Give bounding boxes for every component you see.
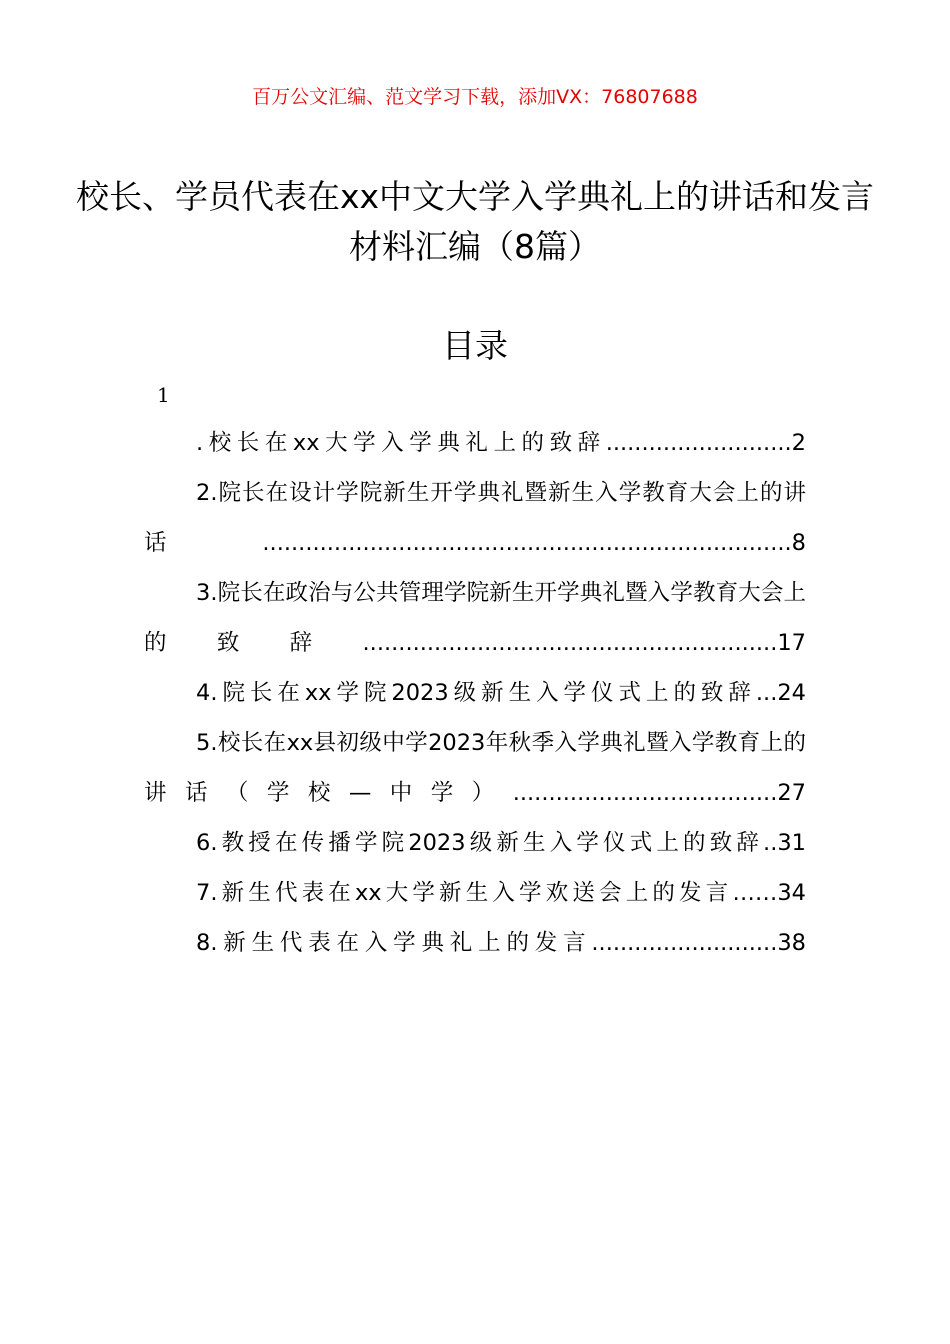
document-title: 校长、学员代表在xx中文大学入学典礼上的讲话和发言材料汇编（8篇） xyxy=(75,177,875,266)
toc-entry-leader: …… xyxy=(732,880,778,906)
toc-entry-leader: ..................................... xyxy=(512,780,778,806)
toc-entry-page: 8 xyxy=(791,530,806,556)
toc-entry-page: 24 xyxy=(777,680,806,706)
toc-entry-2[interactable] xyxy=(144,468,806,568)
toc-entry-4[interactable] xyxy=(144,668,806,718)
stray-page-number: 1 xyxy=(157,383,170,407)
toc-entry-1[interactable] xyxy=(144,418,806,468)
table-of-contents xyxy=(144,418,806,968)
toc-entry-7[interactable] xyxy=(144,868,806,918)
toc-entry-page: 34 xyxy=(777,880,806,906)
toc-entry-5[interactable] xyxy=(144,718,806,818)
toc-entry-6[interactable] xyxy=(144,818,806,868)
toc-entry-text: 7.新生代表在xx大学新生入学欢送会上的发言 xyxy=(196,880,733,906)
toc-entry-text: 2.院长在设计学院新生开学典礼暨新生入学教育大会上的讲话 xyxy=(144,480,806,556)
toc-entry-leader: .......................... xyxy=(591,930,778,956)
toc-entry-leader: .......................................................... xyxy=(362,630,778,656)
toc-entry-page: 38 xyxy=(777,930,806,956)
toc-entry-page: 27 xyxy=(777,780,806,806)
promo-banner: 百万公文汇编、范文学习下载，添加VX：76807688 xyxy=(252,86,698,108)
toc-entry-page: 2 xyxy=(791,430,806,456)
toc-entry-text: 4.院长在xx学院2023级新生入学仪式上的致辞 xyxy=(196,680,756,706)
toc-entry-leader: .......................... xyxy=(605,430,792,456)
toc-entry-page: 31 xyxy=(777,830,806,856)
toc-entry-text: 6.教授在传播学院2023级新生入学仪式上的致辞 xyxy=(196,830,764,856)
toc-entry-text: .校长在xx大学入学典礼上的致辞 xyxy=(196,430,606,456)
toc-entry-text: 3.院长在政治与公共管理学院新生开学典礼暨入学教育大会上的致辞 xyxy=(144,580,806,656)
toc-entry-leader: ... xyxy=(755,680,778,706)
toc-entry-8[interactable] xyxy=(144,918,806,968)
toc-entry-3[interactable] xyxy=(144,568,806,668)
toc-entry-page: 17 xyxy=(777,630,806,656)
toc-entry-text: 8.新生代表在入学典礼上的发言 xyxy=(196,930,592,956)
toc-heading: 目录 xyxy=(442,326,508,365)
toc-entry-leader: .......................................................................... xyxy=(262,530,792,556)
toc-entry-text: 5.校长在xx县初级中学2023年秋季入学典礼暨入学教育上的讲话（学校—中学） xyxy=(144,730,806,806)
toc-entry-leader: .. xyxy=(763,830,778,856)
